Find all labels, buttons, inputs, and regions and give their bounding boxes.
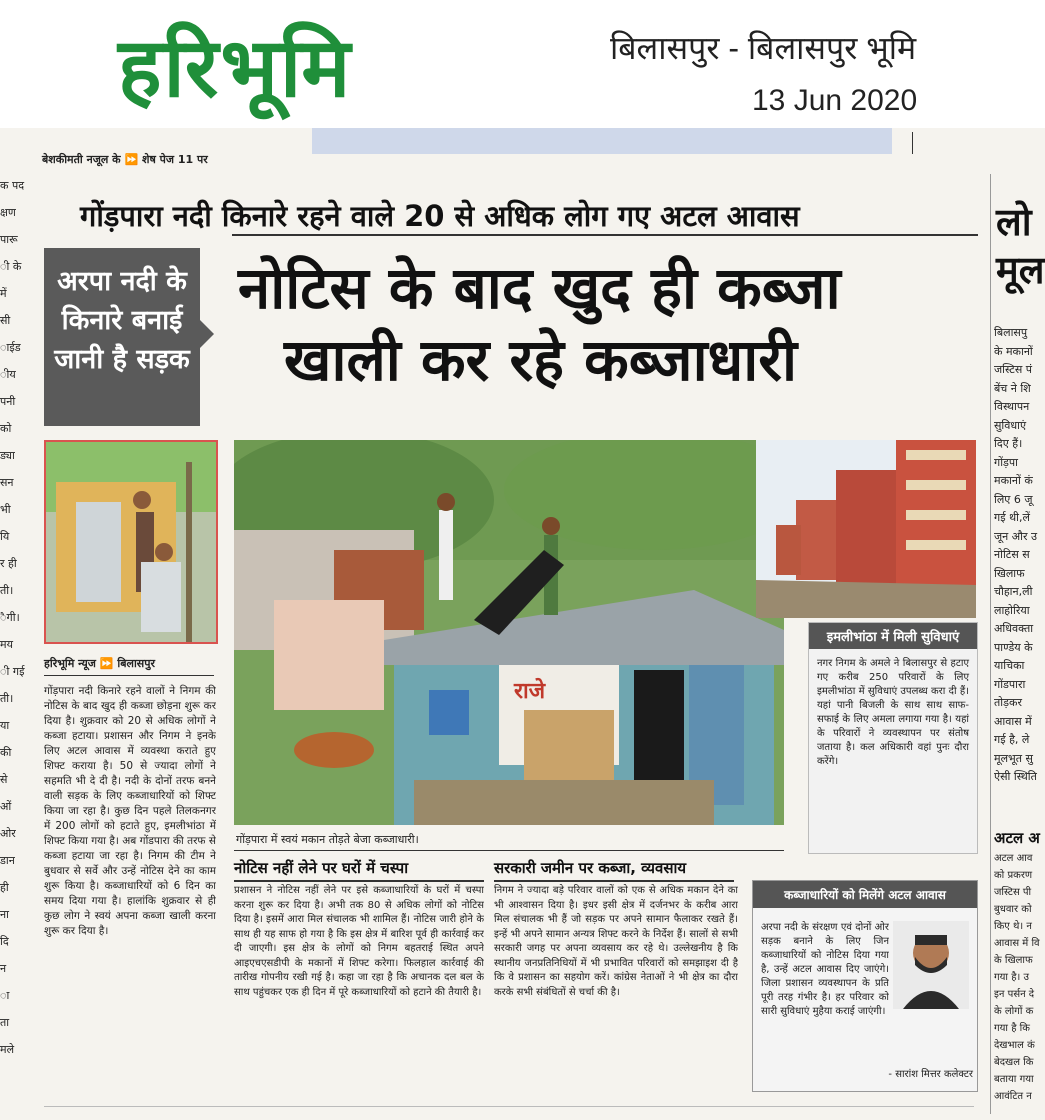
left-fragment-line: दि bbox=[0, 935, 9, 948]
left-fragment-line: में bbox=[0, 287, 7, 300]
left-fragment-line: या bbox=[0, 719, 10, 732]
truck-loading-image bbox=[46, 442, 216, 642]
right-column-line: बिलासपु bbox=[994, 326, 1028, 339]
right-column-line: गोंडपारा bbox=[994, 677, 1026, 691]
right-column-line: नोटिस स bbox=[994, 548, 1030, 561]
right-column-line: पाण्डेय के bbox=[994, 640, 1033, 654]
right-column-line: तोड़कर bbox=[994, 696, 1022, 709]
left-column-fragments bbox=[0, 172, 30, 1112]
right-column-line: मकानों कं bbox=[994, 474, 1033, 487]
kicker-rule bbox=[232, 234, 978, 236]
right-column-line: गई है, ले bbox=[994, 733, 1030, 746]
imli-box-title: इमलीभांठा में मिली सुविधाएं bbox=[809, 623, 977, 649]
left-fragment-line: ती। bbox=[0, 692, 14, 705]
continued-ref: शेष पेज 11 पर bbox=[141, 153, 208, 166]
dateline-arrow-icon: ⏩ bbox=[99, 657, 114, 670]
right-column-2-line: अटल आव bbox=[994, 853, 1033, 864]
left-fragment-line: ी गई bbox=[0, 665, 25, 678]
right-column-line: गई थी,लें bbox=[994, 511, 1030, 524]
left-fragment-line: को bbox=[0, 422, 12, 435]
house-demolition-image bbox=[234, 440, 784, 825]
right-column-line: खिलाफ bbox=[994, 566, 1025, 580]
continue-arrow-icon: ⏩ bbox=[124, 153, 139, 166]
collector-portrait-image bbox=[893, 921, 969, 1009]
next-article-strip bbox=[44, 1104, 974, 1120]
right-column-2-line: के लोगों क bbox=[994, 1006, 1034, 1017]
right-column-line: ऐसी स्थिति bbox=[994, 770, 1037, 783]
left-fragment-line: ओर bbox=[0, 827, 16, 840]
dateline-rule bbox=[44, 675, 214, 676]
right-column-2-line: बुधवार को bbox=[994, 904, 1032, 915]
right-headline-fragment-1: लो bbox=[996, 200, 1032, 244]
small-photo bbox=[44, 440, 218, 644]
right-column-2-line: इन पर्सन दे bbox=[994, 989, 1035, 1000]
side-box-text: अरपा नदी के किनारे बनाई जानी है सड़क bbox=[54, 266, 190, 375]
right-column-line: आवास में bbox=[994, 714, 1032, 728]
right-column-line: बेंच ने शि bbox=[994, 381, 1031, 395]
right-column-lines bbox=[994, 324, 1045, 787]
dateline bbox=[44, 656, 234, 671]
left-fragment-line: ैगी। bbox=[0, 611, 20, 624]
right-column-2-line: को प्रकरण bbox=[994, 870, 1033, 881]
right-column-line: गोंड़पा bbox=[994, 455, 1019, 469]
atal-awas-buildings-image bbox=[756, 440, 976, 618]
left-fragment-line: क पद bbox=[0, 179, 25, 192]
right-column-lines-2 bbox=[994, 850, 1045, 1105]
right-column-2-line: बताया गया bbox=[994, 1074, 1034, 1085]
right-column-line: मूलभूत सु bbox=[994, 751, 1033, 765]
left-fragment-line: ती। bbox=[0, 584, 14, 597]
left-fragment-line: ा bbox=[0, 989, 10, 1002]
imli-box-text: नगर निगम के अमले ने बिलासपुर से हटाए गए करीब 250 परिवारों के लिए इमलीभांठा में सुविधाएं उपलब्ध करा दी हैं। यहां पानी बिजली के साथ साथ साफ- सफाई के लिए अमला लगाया गया है। यहां के परिवारों ने व्यवस्थापन पर संतोष जताया है। कल अधिकारी वहां पुनः दौरा करेंगे। bbox=[817, 658, 969, 767]
left-fragment-line: ता bbox=[0, 1016, 10, 1029]
right-column-line: के मकानों bbox=[994, 344, 1033, 358]
left-fragment-line: ड्या bbox=[0, 449, 15, 462]
photo-sign-text: राजे bbox=[514, 679, 546, 704]
left-fragment-line: न bbox=[0, 962, 7, 975]
left-fragment-line: डान bbox=[0, 854, 15, 867]
section-1-text: प्रशासन ने नोटिस नहीं लेने पर इसे कब्जाधारियों के घरों में चस्पा करना शुरू कर दिया है। अभी तक 80 से अधिक लोगों को नोटिस दिया है। इसमें आरा मिल संचालक भी शामिल हैं। नोटिस जारी होने के साथ ही यह साफ हो गया है कि इस क्षेत्र में बारिश पूर्व ही कार्रवाई कर दी जाएगी। इस क्षेत्र के लोगों को निगम बहतराई स्थित अपने आइएचएसडीपी के मकानों में शिफ्ट करेगा। फिलहाल कार्रवाई की तारीख गोपनीय रखी गई है। कहा जा रहा है कि अचानक दल बल के साथ पहुंचकर एक ही दिन में पूरे कब्जाधारियों को हटाने की तैयारी है। bbox=[234, 885, 484, 998]
headline-line-2: खाली कर रहे कब्जाधारी bbox=[284, 326, 798, 394]
left-fragment-line: ही bbox=[0, 881, 9, 894]
top-strip bbox=[0, 128, 1045, 170]
dateline-city: बिलासपुर bbox=[117, 657, 155, 670]
kicker-headline: गोंड़पारा नदी किनारे रहने वाले 20 से अधिक लोग गए अटल आवास bbox=[80, 199, 800, 233]
left-fragment-line: ीय bbox=[0, 368, 16, 381]
left-fragment-line: पनी bbox=[0, 395, 16, 408]
right-column-2-line: गया है। उ bbox=[994, 972, 1029, 983]
right-column-2-line: के खिलाफ bbox=[994, 955, 1033, 966]
left-fragment-line: ाईड bbox=[0, 341, 21, 354]
left-fragment-line: ी के bbox=[0, 260, 22, 273]
right-photo bbox=[756, 440, 976, 618]
right-column-line: लिए 6 जू bbox=[994, 492, 1033, 506]
right-column-line: जस्टिस पं bbox=[994, 363, 1033, 376]
right-column-text bbox=[994, 324, 1045, 796]
edition-name: बिलासपुर - बिलासपुर भूमि bbox=[610, 30, 917, 66]
left-fragment-line: से bbox=[0, 773, 8, 786]
left-fragment-list bbox=[0, 172, 30, 1063]
main-photo bbox=[234, 440, 784, 825]
newspaper-logo: हरिभूमि bbox=[118, 21, 353, 116]
left-fragment-line: र ही bbox=[0, 557, 17, 570]
collector-photo bbox=[893, 921, 969, 1009]
quote-box-text: अरपा नदी के संरक्षण एवं दोनों ओर सड़क बनाने के लिए जिन कब्जाधारियों को नोटिस दिया गया है, उन्हें अटल आवास दिए जाएंगे। जिला प्रशासन व्यवस्थापन के प्रति पूरी तरह गंभीर है। हर परिवार को सारी सुविधाएं मुहैया कराई जाएंगी। bbox=[761, 922, 889, 1017]
side-box bbox=[44, 248, 200, 426]
right-column-line: लाहोरिया bbox=[994, 603, 1030, 617]
right-column-2-line: आवंटित न bbox=[994, 1091, 1032, 1102]
section-2-text: निगम ने ज्यादा बड़े परिवार वालों को एक से अधिक मकान देने का भी आश्वासन दिया है। इधर इसी क्षेत्र में दर्जनभर के करीब आरा मिल संचालक भी हैं जो सड़क पर अपने सामान फैलाकर रखते हैं। इन्हें भी अपने सामान अन्यत्र शिफ्ट करने के निर्देश हैं। सालों से सभी सरकारी जगह पर अपना व्यवसाय कर रहे थे। उल्लेखनीय है कि स्थानीय जनप्रतिनिधियों में भी प्रभावित परिवारों को समझाइश दी है कि वे प्रशासन का सहयोग करें। कांग्रेस नेताओं ने भी क्षेत्र का दौरा करके सभी संबंधितों से चर्चा की है। bbox=[494, 885, 738, 998]
right-column-2-line: जस्टिस पी bbox=[994, 887, 1032, 898]
bottom-rule bbox=[44, 1106, 974, 1107]
left-fragment-line: क्षण bbox=[0, 206, 16, 219]
masthead bbox=[0, 0, 1045, 128]
side-box-arrow-icon bbox=[200, 320, 214, 348]
left-fragment-line: सी bbox=[0, 314, 11, 327]
dateline-source: हरिभूमि न्यूज bbox=[44, 657, 96, 670]
right-column-line: अधिवक्ता bbox=[994, 622, 1034, 635]
left-fragment-line: पारू bbox=[0, 233, 18, 246]
right-column-line: विस्थापन bbox=[994, 400, 1030, 413]
quote-box bbox=[752, 880, 978, 1092]
right-column-2-line: गया है कि bbox=[994, 1023, 1030, 1034]
right-column-line: जून और उ bbox=[994, 529, 1038, 543]
photo-caption: गोंड़पारा में स्वयं मकान तोड़ते बेजा कब्जाधारी। bbox=[236, 833, 419, 846]
left-fragment-line: की bbox=[0, 746, 12, 759]
right-column-text-2 bbox=[994, 850, 1045, 1112]
left-fragment-line: यि bbox=[0, 530, 10, 543]
right-column-divider bbox=[990, 174, 991, 1114]
newspaper-page bbox=[0, 128, 1045, 1120]
publication-date: 13 Jun 2020 bbox=[752, 84, 918, 117]
quote-attribution: - सारांश मित्तर कलेक्टर bbox=[888, 1069, 973, 1080]
right-headline-fragment-2: मूल bbox=[996, 248, 1045, 292]
right-column-2-line: आवास में वि bbox=[994, 938, 1040, 949]
quote-box-title: कब्जाधारियों को मिलेंगे अटल आवास bbox=[753, 881, 977, 908]
headline-line-1: नोटिस के बाद खुद ही कब्जा bbox=[238, 254, 841, 322]
left-fragment-line: मले bbox=[0, 1043, 15, 1056]
left-fragment-line: ओं bbox=[0, 800, 12, 813]
right-column-line: सुविधाएं bbox=[994, 418, 1027, 432]
section-1-heading: नोटिस नहीं लेने पर घरों में चस्पा bbox=[234, 858, 484, 882]
column-divider bbox=[912, 132, 913, 154]
top-strip-bar bbox=[312, 128, 892, 154]
right-column-line: दिए हैं। bbox=[994, 437, 1023, 450]
right-column-2-line: बेदखल कि bbox=[994, 1057, 1034, 1068]
left-fragment-line: ना bbox=[0, 908, 9, 921]
left-fragment-line: सन bbox=[0, 476, 14, 489]
imli-box bbox=[808, 622, 978, 854]
continued-text: बेशकीमती नजूल के bbox=[42, 153, 121, 166]
right-subheading: अटल अ bbox=[994, 829, 1040, 847]
section-2-heading: सरकारी जमीन पर कब्जा, व्यवसाय bbox=[494, 858, 734, 882]
right-column-line: चौहान,ली bbox=[994, 585, 1033, 598]
main-article-body: गोंड़पारा नदी किनारे रहने वालों ने निगम की नोटिस के बाद खुद ही कब्जा छोड़ना शुरू कर दिया है। शुक्रवार को 20 से अधिक लोगों ने कब्जा हटाया। प्रशासन और निगम ने इनके लिए अटल आवास में व्यवस्था कराते हुए शिफ्ट कराया है। 50 से ज्यादा लोगों ने सहमति भी दे दी है। नदी के दोनों तरफ बनने वाली सड़क के लिए कब्जाधारियों को शिफ्ट किया जा रहा है। कुछ दिन पहले तिलकनगर में 200 लोगों को हटाते हुए, इमलीभांठा में शिफ्ट किया गया है। अब गोंडपारा की तरफ से कब्जा हटाया जा रहा है। निगम की टीम ने बुधवार से सर्वे और उन्हें नोटिस देने का काम शुरू किया है। कब्जाधारियों को 6 दिन का समय दिया गया है। हालांकि शुक्रवार से ही कुछ लोग ने स्वयं अपना कब्जा खाली करना शुरू कर दिया है। bbox=[44, 685, 216, 937]
right-column-2-line: देखभाल कं bbox=[994, 1040, 1035, 1051]
left-fragment-line: भी bbox=[0, 503, 11, 516]
right-column-line: याचिका bbox=[994, 659, 1025, 672]
caption-rule bbox=[234, 850, 784, 851]
right-column-2-line: किए थे। न bbox=[994, 921, 1032, 932]
left-fragment-line: मय bbox=[0, 638, 13, 651]
